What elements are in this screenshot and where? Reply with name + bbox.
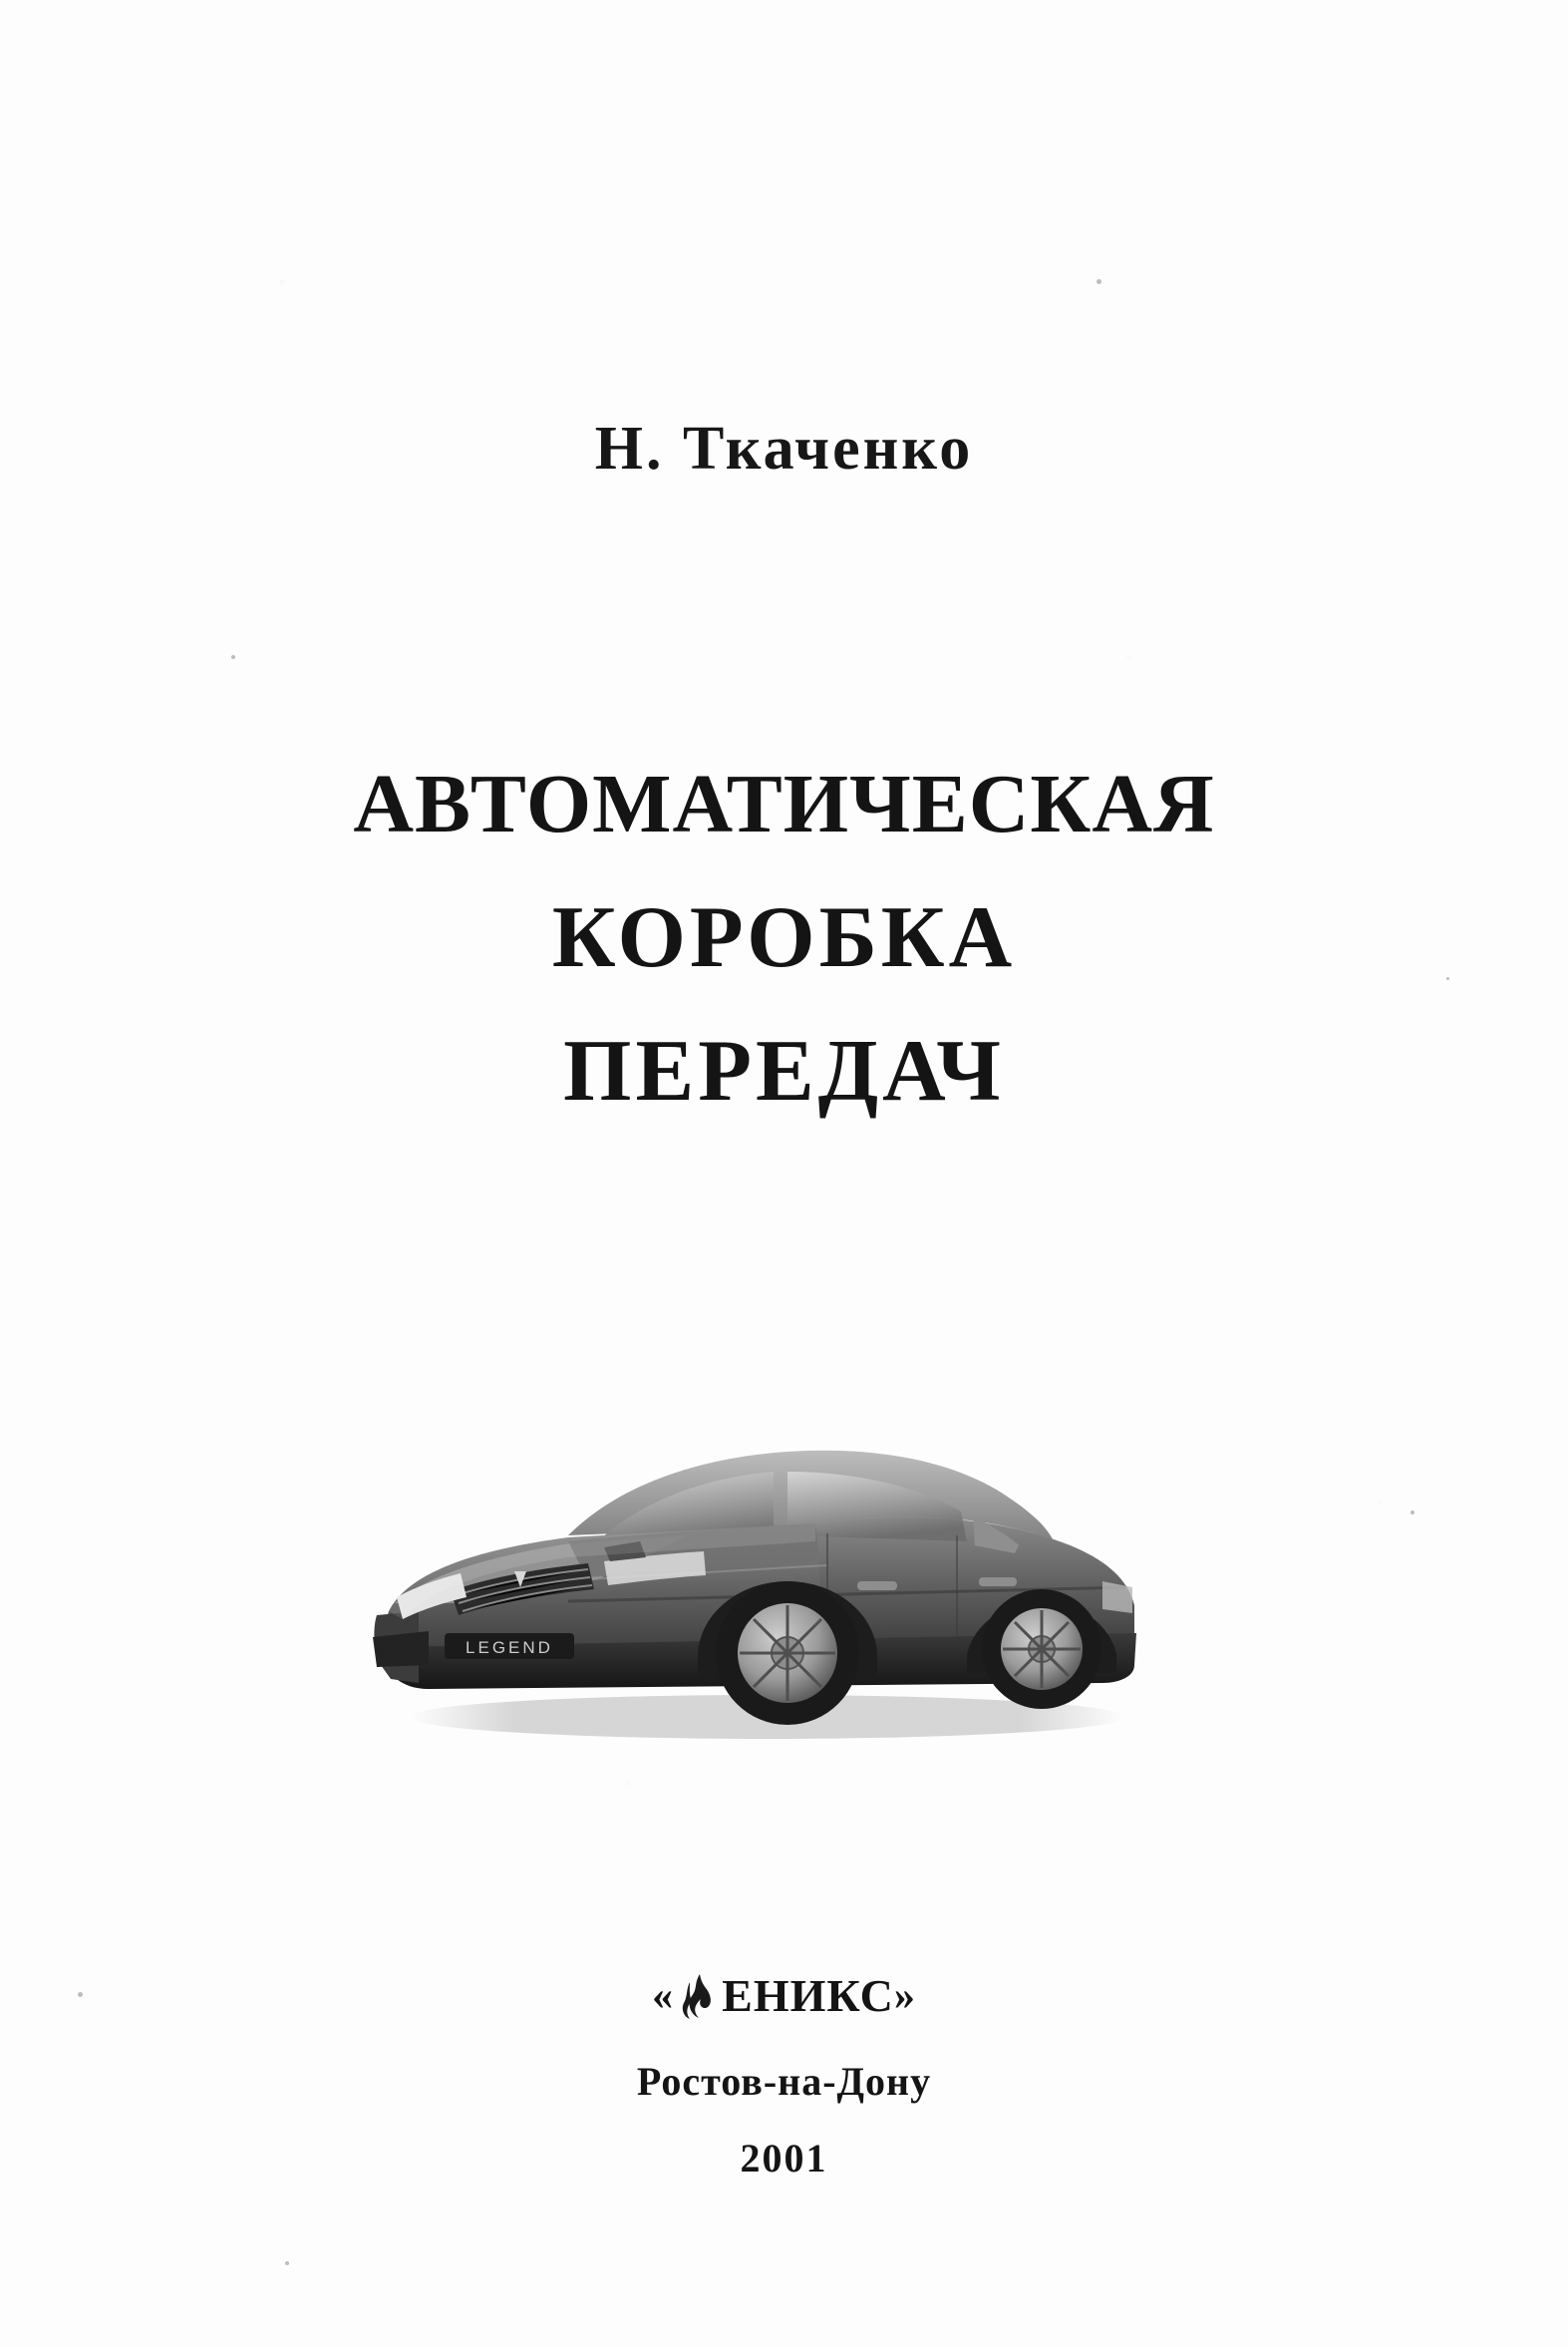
- scan-speck: [1411, 1510, 1414, 1514]
- title-line-3: ПЕРЕДАЧ: [563, 1023, 1005, 1120]
- title-line-2: КОРОБКА: [551, 889, 1017, 986]
- publisher-name: ЕНИКС: [722, 1970, 894, 2021]
- car-illustration: [269, 1366, 1246, 1785]
- book-title: [0, 738, 1568, 1139]
- scan-speck: [78, 1992, 83, 1997]
- sedan-car-photo: [269, 1366, 1246, 1785]
- scan-speck: [231, 655, 235, 659]
- author-name: Н. Ткаченко: [594, 415, 974, 483]
- title-line-1: АВТОМАТИЧЕСКАЯ: [353, 758, 1215, 850]
- quote-close: »: [893, 1972, 916, 2019]
- publisher-city: Ростов-на-Дону: [636, 2059, 932, 2104]
- publication-year: 2001: [740, 2136, 828, 2180]
- scan-speck: [1446, 977, 1449, 980]
- scan-speck: [1097, 279, 1101, 284]
- scan-speck: [285, 2261, 289, 2265]
- publisher-line: [0, 1969, 1568, 2022]
- quote-open: «: [652, 1972, 675, 2019]
- flame-icon: [678, 1972, 720, 2020]
- imprint-block: [0, 1969, 1568, 2181]
- car-badge-text: LEGEND: [466, 1638, 553, 1657]
